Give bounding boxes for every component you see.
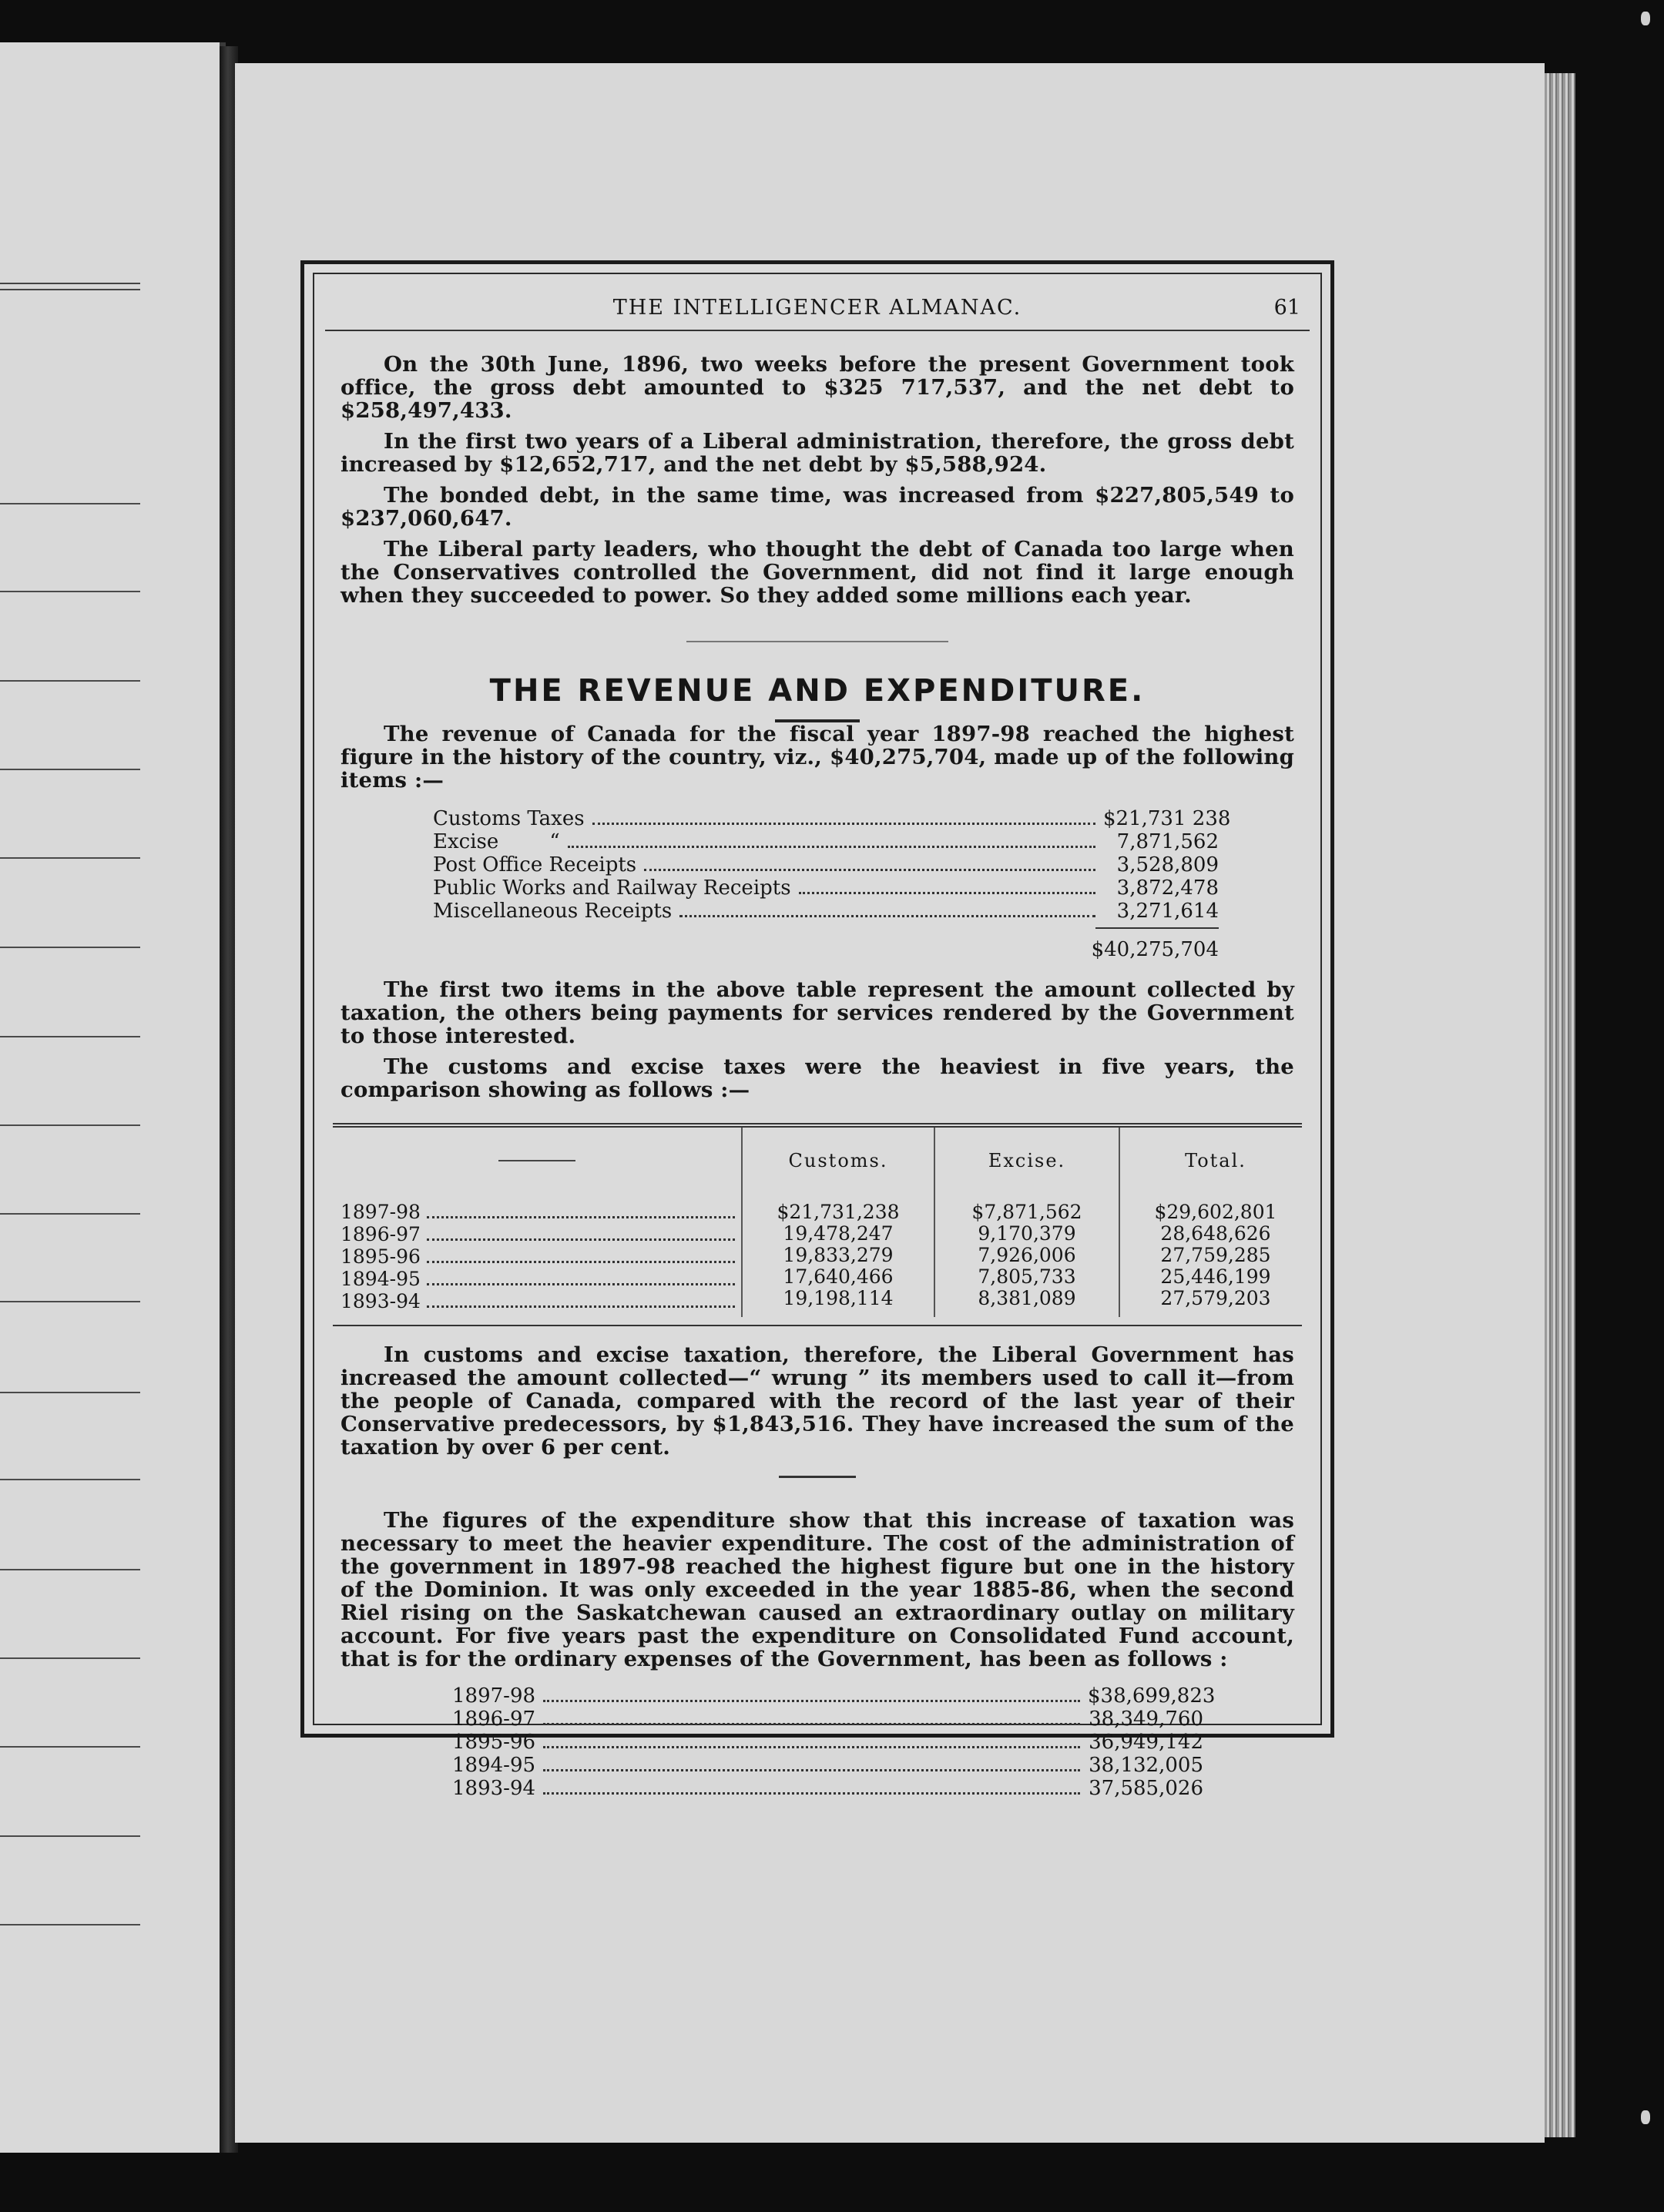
dot-leader — [679, 915, 1095, 917]
dot-leader — [543, 1723, 1080, 1725]
dot-leader — [644, 869, 1095, 871]
page-edge — [1545, 73, 1575, 2137]
comparison-header — [333, 1128, 1302, 1202]
year-cell — [333, 1291, 741, 1313]
left-page-rule — [0, 1835, 140, 1837]
expenditure-amount: 38,132,005 — [1089, 1754, 1203, 1777]
excise-value: $7,871,562 — [971, 1201, 1082, 1223]
customs-column — [741, 1202, 934, 1317]
dot-leader — [427, 1216, 735, 1218]
column-header-excise: Excise. — [934, 1128, 1119, 1202]
revenue-label: Excise “ — [433, 830, 560, 853]
revenue-amount: 3,271,614 — [1116, 900, 1219, 923]
left-page-rule — [0, 1124, 140, 1126]
dot-leader — [543, 1746, 1080, 1748]
expenditure-year: 1897-98 — [452, 1684, 536, 1708]
debt-paragraph: In the first two years of a Liberal administration, therefore, the gross debt increased by $12,652,717, and the net debt by $5,588,924. — [341, 429, 1294, 477]
dot-leader — [427, 1261, 735, 1263]
excise-value: 9,170,379 — [978, 1222, 1076, 1245]
dot-leader — [427, 1283, 735, 1285]
comparison-body — [333, 1202, 1302, 1317]
debt-paragraph: On the 30th June, 1896, two weeks before the present Government took office, the gross debt amounted to $325 717,537, and the net debt to $258,497,433. — [341, 352, 1294, 423]
year-cell — [333, 1246, 741, 1269]
year-label: 1893-94 — [341, 1290, 421, 1312]
expenditure-row — [452, 1777, 1203, 1800]
total-value: 27,579,203 — [1160, 1287, 1271, 1309]
page-frame-inner — [313, 273, 1322, 1800]
left-page-rule — [0, 857, 140, 859]
year-cell — [333, 1224, 741, 1246]
expenditure-row — [452, 1731, 1203, 1754]
customs-value: 19,198,114 — [783, 1287, 894, 1309]
year-label: 1894-95 — [341, 1268, 421, 1290]
left-page-rule — [0, 769, 140, 770]
expenditure-amount: 36,949,142 — [1089, 1731, 1203, 1754]
dot-leader — [543, 1769, 1080, 1771]
left-page-rule — [0, 1392, 140, 1393]
total-value: $29,602,801 — [1154, 1201, 1277, 1223]
excise-value: 8,381,089 — [978, 1287, 1076, 1309]
customs-value: $21,731,238 — [777, 1201, 900, 1223]
left-page-rule — [0, 1924, 140, 1925]
revenue-row — [433, 876, 1219, 900]
dot-leader — [543, 1700, 1080, 1702]
total-column — [1119, 1202, 1311, 1317]
expenditure-amount: 37,585,026 — [1089, 1777, 1203, 1800]
expenditure-row — [452, 1684, 1216, 1708]
taxation-paragraph: In customs and excise taxation, therefore, the Liberal Government has increased the amount collected—“ wrung ” its members used to call it—from the people of Canada, compared with the record of the last year of their Conservative predecessors, by $1,843,516. They have increased the sum of the taxation by over 6 per cent. — [341, 1342, 1294, 1460]
debt-paragraph: The bonded debt, in the same time, was increased from $227,805,549 to $237,060,647. — [341, 483, 1294, 531]
revenue-label: Post Office Receipts — [433, 853, 637, 876]
year-cell — [333, 1269, 741, 1291]
left-page-rule — [0, 1213, 140, 1215]
year-column — [333, 1202, 741, 1317]
year-label: 1897-98 — [341, 1201, 421, 1223]
revenue-row — [433, 807, 1231, 830]
left-page-rule — [0, 1657, 140, 1659]
section-title: THE REVENUE AND EXPENDITURE. — [489, 673, 1146, 709]
year-label: 1896-97 — [341, 1223, 421, 1245]
left-page-rule — [0, 1036, 140, 1037]
total-value: 27,759,285 — [1160, 1244, 1271, 1266]
expenditure-year: 1894-95 — [452, 1754, 536, 1777]
year-column-header — [333, 1128, 741, 1194]
page-number: 61 — [1273, 296, 1300, 320]
revenue-intro: The revenue of Canada for the fiscal year 1897-98 reached the highest figure in the history of the country, viz., $40,275,704, made up of the following items :— — [341, 722, 1294, 793]
excise-value: 7,805,733 — [978, 1265, 1076, 1288]
dot-leader — [427, 1305, 735, 1308]
debt-paragraph: The Liberal party leaders, who thought the debt of Canada too large when the Conservatives controlled the Government, did not find it large enough when they succeeded to power. So they added some millions each year. — [341, 537, 1294, 608]
taxation-note: The first two items in the above table represent the amount collected by taxation, the others being payments for services rendered by the Government to those interested. — [341, 977, 1294, 1048]
expenditure-amount: 38,349,760 — [1089, 1708, 1203, 1731]
revenue-amount: 3,872,478 — [1116, 876, 1219, 900]
left-page-rule — [0, 591, 140, 592]
total-value: 25,446,199 — [1160, 1265, 1271, 1288]
column-header-customs: Customs. — [741, 1128, 934, 1202]
customs-value: 19,833,279 — [783, 1244, 894, 1266]
dot-leader — [799, 892, 1095, 894]
dot-leader — [568, 846, 1095, 848]
scan-mark — [1641, 2110, 1650, 2124]
left-page-rule — [0, 680, 140, 682]
revenue-row — [433, 853, 1219, 876]
left-page-rule — [0, 503, 140, 504]
expenditure-row — [452, 1754, 1203, 1777]
running-title: THE INTELLIGENCER ALMANAC. — [612, 296, 1022, 320]
revenue-table — [433, 807, 1231, 923]
revenue-label: Public Works and Railway Receipts — [433, 876, 791, 900]
expenditure-paragraph: The figures of the expenditure show that this increase of taxation was necessary to meet the heavier expenditure. The cost of the administration of the government in 1897-98 reached the highest figure but one in the history of the Dominion. It was only exceeded in the year 1885-86, when the second Riel rising on the Saskatchewan caused an extraordinary outlay on military account. For five years past the expenditure on Consolidated Fund account, that is for the ordinary expenses of the Government, has been as follows : — [341, 1508, 1294, 1671]
total-value: 28,648,626 — [1160, 1222, 1271, 1245]
left-page-rule — [0, 1746, 140, 1748]
expenditure-row — [452, 1708, 1203, 1731]
revenue-row — [433, 830, 1219, 853]
revenue-amount: 3,528,809 — [1116, 853, 1219, 876]
revenue-amount: 7,871,562 — [1116, 830, 1219, 853]
expenditure-year: 1895-96 — [452, 1731, 536, 1754]
left-page-rule — [0, 1479, 140, 1480]
expenditure-year: 1896-97 — [452, 1708, 536, 1731]
excise-column — [934, 1202, 1119, 1317]
excise-value: 7,926,006 — [978, 1244, 1076, 1266]
year-label: 1895-96 — [341, 1245, 421, 1268]
expenditure-amount: $38,699,823 — [1088, 1684, 1216, 1708]
comparison-intro: The customs and excise taxes were the heaviest in five years, the comparison showing as follows :— — [341, 1054, 1294, 1102]
left-page-rule — [0, 283, 140, 290]
dot-leader — [427, 1238, 735, 1241]
sum-rule — [1095, 927, 1219, 929]
revenue-row — [433, 900, 1219, 923]
expenditure-year: 1893-94 — [452, 1777, 536, 1800]
page-frame — [300, 260, 1334, 1800]
dot-leader — [543, 1792, 1080, 1795]
year-cell — [333, 1202, 741, 1224]
revenue-total: $40,275,704 — [1091, 938, 1219, 961]
revenue-label: Miscellaneous Receipts — [433, 900, 673, 923]
scan-mark — [1641, 12, 1650, 25]
left-page-rule — [0, 1301, 140, 1302]
revenue-label: Customs Taxes — [433, 807, 585, 830]
section-divider — [686, 641, 948, 642]
revenue-amount: $21,731 238 — [1103, 807, 1231, 830]
revenue-sum — [433, 923, 1219, 964]
customs-value: 17,640,466 — [783, 1265, 894, 1288]
section-divider — [779, 1476, 856, 1478]
comparison-table — [333, 1123, 1302, 1326]
column-header-total: Total. — [1119, 1128, 1311, 1202]
left-page-rule — [0, 947, 140, 948]
running-head — [325, 274, 1310, 331]
dot-leader — [592, 823, 1095, 825]
customs-value: 19,478,247 — [783, 1222, 894, 1245]
expenditure-table — [452, 1684, 1216, 1800]
left-page-rule — [0, 1569, 140, 1570]
left-page — [0, 42, 226, 2153]
